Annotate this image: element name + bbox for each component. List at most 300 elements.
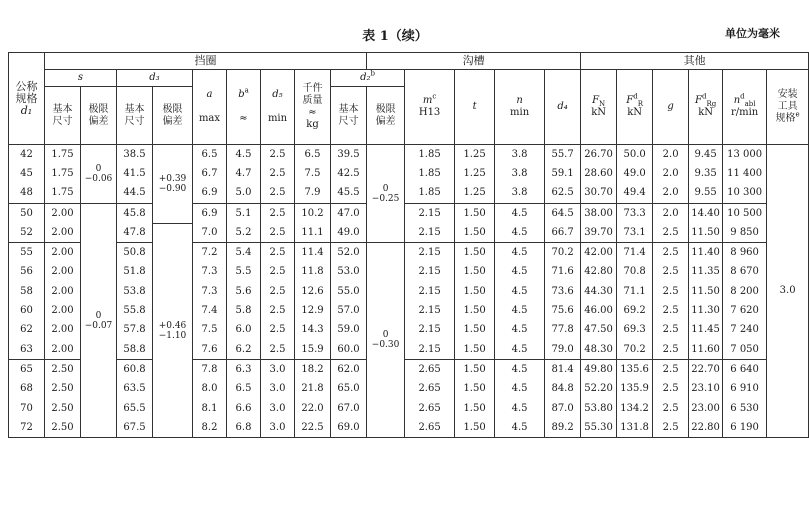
- table-cell: 23.10: [689, 380, 723, 399]
- table-cell: 56: [9, 263, 45, 282]
- header-text: n: [516, 95, 523, 106]
- table-cell: 7.5: [295, 164, 331, 183]
- table-cell: 1.85: [405, 184, 455, 204]
- table-cell: 1.85: [405, 145, 455, 165]
- table-cell: 39.70: [581, 223, 617, 243]
- table-cell: 60.0: [331, 340, 367, 360]
- table-cell: 5.6: [227, 282, 261, 301]
- header-fr: $F^d_R$ kN: [617, 70, 653, 145]
- table-cell: 77.8: [545, 321, 581, 340]
- table-cell: 2.5: [653, 380, 689, 399]
- tolerance-upper: 0: [95, 310, 102, 321]
- group-retaining-ring: 挡圈: [45, 53, 367, 70]
- header-text: kN: [627, 107, 643, 118]
- table-row: [9, 145, 809, 165]
- table-cell: 4.5: [495, 360, 545, 380]
- table-cell: 84.8: [545, 380, 581, 399]
- table-cell: 21.8: [295, 380, 331, 399]
- table-cell: 70.2: [617, 340, 653, 360]
- table-row: [9, 164, 809, 183]
- tolerance-lower: −1.10: [158, 330, 187, 341]
- table-cell: 3.0: [261, 418, 295, 438]
- header-text: a: [206, 89, 213, 100]
- table-cell: 47.0: [331, 203, 367, 223]
- table-cell: 6.5: [227, 380, 261, 399]
- header-d3-basic: [117, 87, 153, 145]
- table-cell: 70.8: [617, 263, 653, 282]
- table-cell: 2.5: [653, 399, 689, 418]
- table-cell: 1.75: [45, 184, 81, 204]
- table-cell: 50.0: [617, 145, 653, 165]
- table-cell: 57.0: [331, 301, 367, 320]
- table-cell: 1.50: [455, 340, 495, 360]
- d2-tolerance-1: [367, 145, 405, 243]
- header-text: 工具: [777, 101, 798, 112]
- table-cell: 49.4: [617, 184, 653, 204]
- table-cell: 44.5: [117, 184, 153, 204]
- table-cell: 7 240: [723, 321, 767, 340]
- table-cell: 5.4: [227, 243, 261, 263]
- table-cell: 67.5: [117, 418, 153, 438]
- table-cell: 11.4: [295, 243, 331, 263]
- table-cell: 79.0: [545, 340, 581, 360]
- header-text: 尺寸: [338, 115, 359, 127]
- table-cell: 13 000: [723, 145, 767, 165]
- header-d2-basic: [331, 87, 367, 145]
- table-cell: 55.0: [331, 282, 367, 301]
- table-cell: 47.50: [581, 321, 617, 340]
- table-cell: 72: [9, 418, 45, 438]
- table-row: [9, 263, 809, 282]
- table-cell: 1.50: [455, 243, 495, 263]
- tolerance-upper: +0.46: [158, 320, 187, 331]
- table-cell: 1.50: [455, 301, 495, 320]
- table-cell: 81.4: [545, 360, 581, 380]
- table-cell: 6.7: [193, 164, 227, 183]
- table-cell: 53.80: [581, 399, 617, 418]
- table-cell: 6.2: [227, 340, 261, 360]
- table-cell: 2.5: [261, 243, 295, 263]
- table-row: [9, 301, 809, 320]
- table-cell: 51.8: [117, 263, 153, 282]
- table-cell: 11.50: [689, 282, 723, 301]
- header-text: 规格: [15, 91, 38, 105]
- header-text: kN: [698, 107, 713, 118]
- table-cell: 2.00: [45, 340, 81, 360]
- header-s: s: [45, 70, 117, 87]
- header-text: 偏差: [162, 115, 183, 127]
- table-row: [9, 321, 809, 340]
- header-text: d₂: [360, 72, 371, 83]
- table-cell: 11 400: [723, 164, 767, 183]
- header-text: 公称: [15, 79, 38, 93]
- table-cell: 67.0: [331, 399, 367, 418]
- table-cell: 4.5: [495, 282, 545, 301]
- table-cell: 2.50: [45, 380, 81, 399]
- header-text: ≈: [239, 113, 248, 124]
- table-cell: 2.5: [653, 263, 689, 282]
- table-cell: 4.5: [495, 380, 545, 399]
- table-cell: 53.8: [117, 282, 153, 301]
- table-cell: 11.8: [295, 263, 331, 282]
- tolerance-lower: −0.06: [84, 173, 113, 184]
- header-text: H13: [418, 107, 441, 118]
- table-cell: 2.5: [653, 223, 689, 243]
- table-cell: 75.6: [545, 301, 581, 320]
- header-text: 千件: [302, 83, 323, 94]
- table-cell: 65.0: [331, 380, 367, 399]
- table-cell: 89.2: [545, 418, 581, 438]
- group-other: 其他: [581, 53, 809, 70]
- table-cell: 64.5: [545, 203, 581, 223]
- table-cell: 5.0: [227, 184, 261, 204]
- header-text: b: [238, 89, 245, 100]
- header-text: 偏差: [88, 115, 109, 127]
- table-cell: 2.5: [261, 301, 295, 320]
- table-cell: 9 850: [723, 223, 767, 243]
- table-cell: 2.5: [653, 301, 689, 320]
- header-tool: 安装 工具 规格$^e$: [767, 70, 809, 145]
- tolerance-upper: 0: [382, 330, 389, 341]
- table-cell: 2.5: [261, 203, 295, 223]
- table-cell: 55.30: [581, 418, 617, 438]
- header-s-limit: [81, 87, 117, 145]
- header-text: kg: [306, 119, 319, 130]
- table-cell: 2.65: [405, 380, 455, 399]
- table-cell: 6.9: [193, 184, 227, 204]
- table-cell: 135.9: [617, 380, 653, 399]
- table-cell: 3.0: [261, 360, 295, 380]
- table-cell: 23.00: [689, 399, 723, 418]
- table-cell: 49.0: [617, 164, 653, 183]
- table-cell: 2.15: [405, 321, 455, 340]
- table-cell: 2.00: [45, 301, 81, 320]
- table-cell: 2.15: [405, 243, 455, 263]
- table-cell: 6.8: [227, 418, 261, 438]
- table-row: [9, 340, 809, 360]
- tolerance-lower: −0.30: [371, 340, 400, 351]
- header-m: $m^c$ H13: [405, 70, 455, 145]
- table-cell: 2.50: [45, 418, 81, 438]
- table-cell: 4.5: [495, 203, 545, 223]
- table-cell: 8 960: [723, 243, 767, 263]
- table-cell: 11.40: [689, 243, 723, 263]
- table-row: [9, 243, 809, 263]
- table-cell: 6.5: [295, 145, 331, 165]
- d2-tolerance-2: [367, 243, 405, 438]
- header-text: 基本: [338, 103, 359, 115]
- table-cell: 11.35: [689, 263, 723, 282]
- table-cell: 59.0: [331, 321, 367, 340]
- table-cell: 2.5: [261, 145, 295, 165]
- table-cell: 2.65: [405, 399, 455, 418]
- table-cell: 70: [9, 399, 45, 418]
- table-row: [9, 282, 809, 301]
- header-d3: d₃: [117, 70, 193, 87]
- table-cell: 5.5: [227, 263, 261, 282]
- header-t: t: [455, 70, 495, 145]
- table-cell: 1.50: [455, 223, 495, 243]
- header-d2: d₂$^b$: [331, 70, 405, 87]
- table-cell: 52.0: [331, 243, 367, 263]
- table-cell: 1.50: [455, 263, 495, 282]
- table-cell: 63: [9, 340, 45, 360]
- table-cell: 45: [9, 164, 45, 183]
- table-cell: 15.9: [295, 340, 331, 360]
- header-d3-limit: [153, 87, 193, 145]
- header-text: ≈: [308, 107, 317, 118]
- table-cell: 3.0: [261, 380, 295, 399]
- table-cell: 1.25: [455, 145, 495, 165]
- table-cell: 48: [9, 184, 45, 204]
- table-cell: 11.1: [295, 223, 331, 243]
- table-cell: 42: [9, 145, 45, 165]
- table-cell: 2.65: [405, 360, 455, 380]
- table-row: [9, 418, 809, 438]
- table-cell: 11.45: [689, 321, 723, 340]
- table-row: [9, 380, 809, 399]
- header-a: [193, 70, 227, 145]
- table-cell: 41.5: [117, 164, 153, 183]
- table-cell: 6.3: [227, 360, 261, 380]
- table-cell: 4.7: [227, 164, 261, 183]
- table-cell: 1.25: [455, 164, 495, 183]
- header-text: F: [695, 95, 702, 106]
- table-row: [9, 203, 809, 223]
- table-cell: 5.1: [227, 203, 261, 223]
- table-cell: 66.7: [545, 223, 581, 243]
- table-cell: 8.2: [193, 418, 227, 438]
- table-cell: 87.0: [545, 399, 581, 418]
- table-cell: 2.5: [653, 321, 689, 340]
- table-cell: 4.5: [495, 223, 545, 243]
- header-d2-limit: [367, 87, 405, 145]
- table-cell: 60.8: [117, 360, 153, 380]
- table-cell: 38.5: [117, 145, 153, 165]
- table-cell: 22.70: [689, 360, 723, 380]
- table-cell: 4.5: [495, 301, 545, 320]
- table-cell: 1.50: [455, 418, 495, 438]
- table-cell: 53.0: [331, 263, 367, 282]
- table-cell: 5.8: [227, 301, 261, 320]
- header-text: 尺寸: [124, 115, 145, 127]
- header-d4: d₄: [545, 70, 581, 145]
- table-cell: 2.50: [45, 399, 81, 418]
- table-cell: 2.00: [45, 321, 81, 340]
- table-cell: 2.0: [653, 164, 689, 183]
- table-cell: 1.25: [455, 184, 495, 204]
- header-b: $b^a$ ≈: [227, 70, 261, 145]
- table-cell: 60: [9, 301, 45, 320]
- table-cell: 14.40: [689, 203, 723, 223]
- table-cell: 1.50: [455, 399, 495, 418]
- table-cell: 7.0: [193, 223, 227, 243]
- table-cell: 42.00: [581, 243, 617, 263]
- table-row: [9, 184, 809, 204]
- table-cell: 7.9: [295, 184, 331, 204]
- header-text: n: [733, 95, 741, 106]
- table-cell: 68: [9, 380, 45, 399]
- table-cell: 2.5: [261, 184, 295, 204]
- table-cell: 3.0: [261, 399, 295, 418]
- table-cell: 57.8: [117, 321, 153, 340]
- table-cell: 3.8: [495, 164, 545, 183]
- table-cell: 55: [9, 243, 45, 263]
- table-cell: 2.00: [45, 243, 81, 263]
- table-cell: 6.0: [227, 321, 261, 340]
- table-cell: 4.5: [495, 263, 545, 282]
- table-cell: 52: [9, 223, 45, 243]
- table-cell: 62.0: [331, 360, 367, 380]
- table-cell: 26.70: [581, 145, 617, 165]
- table-cell: 69.0: [331, 418, 367, 438]
- table-cell: 7.4: [193, 301, 227, 320]
- table-cell: 2.50: [45, 360, 81, 380]
- table-cell: 58: [9, 282, 45, 301]
- table-cell: 62: [9, 321, 45, 340]
- table-cell: 50: [9, 203, 45, 223]
- header-weight: [295, 70, 331, 145]
- table-cell: 2.5: [261, 263, 295, 282]
- table-cell: 48.30: [581, 340, 617, 360]
- table-cell: 10.2: [295, 203, 331, 223]
- table-cell: 135.6: [617, 360, 653, 380]
- table-cell: 1.50: [455, 282, 495, 301]
- table-cell: 1.75: [45, 145, 81, 165]
- tolerance-lower: −0.90: [158, 183, 187, 194]
- table-cell: 38.00: [581, 203, 617, 223]
- table-cell: 11.30: [689, 301, 723, 320]
- header-text: 基本: [124, 103, 145, 115]
- table-cell: 6 640: [723, 360, 767, 380]
- table-cell: 131.8: [617, 418, 653, 438]
- table-cell: 22.80: [689, 418, 723, 438]
- table-cell: 1.75: [45, 164, 81, 183]
- table-cell: 69.3: [617, 321, 653, 340]
- header-text: 质量: [302, 95, 323, 106]
- header-s-basic: [45, 87, 81, 145]
- table-cell: 7.8: [193, 360, 227, 380]
- header-text: kN: [591, 107, 607, 118]
- table-cell: 1.50: [455, 321, 495, 340]
- table-cell: 22.5: [295, 418, 331, 438]
- table-cell: 10 300: [723, 184, 767, 204]
- dimensions-table: [8, 52, 809, 438]
- table-cell: 49.80: [581, 360, 617, 380]
- table-cell: 12.6: [295, 282, 331, 301]
- unit-note: 单位为毫米: [725, 27, 780, 40]
- table-cell: 2.5: [653, 243, 689, 263]
- table-cell: 2.0: [653, 145, 689, 165]
- table-cell: 4.5: [495, 243, 545, 263]
- header-text: 极限: [88, 103, 109, 115]
- table-cell: 2.5: [261, 164, 295, 183]
- table-cell: 70.2: [545, 243, 581, 263]
- table-cell: 62.5: [545, 184, 581, 204]
- table-cell: 2.15: [405, 282, 455, 301]
- table-cell: 8.1: [193, 399, 227, 418]
- table-row: [9, 223, 809, 243]
- table-cell: 2.5: [653, 340, 689, 360]
- table-cell: 73.6: [545, 282, 581, 301]
- table-cell: 7.3: [193, 282, 227, 301]
- header-text: d₅: [272, 89, 283, 100]
- header-n: [495, 70, 545, 145]
- table-cell: 2.5: [653, 418, 689, 438]
- table-cell: 2.00: [45, 282, 81, 301]
- table-cell: 134.2: [617, 399, 653, 418]
- table-cell: 18.2: [295, 360, 331, 380]
- table-cell: 46.00: [581, 301, 617, 320]
- table-cell: 65.5: [117, 399, 153, 418]
- table-cell: 6 190: [723, 418, 767, 438]
- table-cell: 3.8: [495, 145, 545, 165]
- table-cell: 4.5: [495, 399, 545, 418]
- table-cell: 2.65: [405, 418, 455, 438]
- table-cell: 65: [9, 360, 45, 380]
- table-cell: 39.5: [331, 145, 367, 165]
- header-g: g: [653, 70, 689, 145]
- table-cell: 11.50: [689, 223, 723, 243]
- table-cell: 58.8: [117, 340, 153, 360]
- table-cell: 1.85: [405, 164, 455, 183]
- table-cell: 73.3: [617, 203, 653, 223]
- header-text: max: [198, 113, 221, 124]
- table-cell: 2.5: [261, 282, 295, 301]
- table-cell: 28.60: [581, 164, 617, 183]
- table-cell: 2.5: [653, 360, 689, 380]
- table-cell: 7.5: [193, 321, 227, 340]
- table-cell: 45.8: [117, 203, 153, 223]
- table-cell: 55.8: [117, 301, 153, 320]
- table-cell: 49.0: [331, 223, 367, 243]
- table-cell: 44.30: [581, 282, 617, 301]
- table-cell: 2.00: [45, 263, 81, 282]
- table-cell: 14.3: [295, 321, 331, 340]
- header-size-spec: [9, 53, 45, 145]
- header-text: 偏差: [375, 115, 396, 127]
- table-cell: 30.70: [581, 184, 617, 204]
- table-cell: 6 530: [723, 399, 767, 418]
- table-cell: 22.0: [295, 399, 331, 418]
- header-text: min: [510, 107, 530, 118]
- table-cell: 6.6: [227, 399, 261, 418]
- table-cell: 2.5: [261, 321, 295, 340]
- table-cell: 71.4: [617, 243, 653, 263]
- tolerance-upper: 0: [382, 183, 389, 194]
- table-cell: 7.6: [193, 340, 227, 360]
- table-cell: 2.5: [261, 223, 295, 243]
- tool-size: 3.0: [767, 145, 809, 438]
- table-cell: 7.3: [193, 263, 227, 282]
- table-cell: 1.50: [455, 203, 495, 223]
- table-cell: 55.7: [545, 145, 581, 165]
- table-cell: 63.5: [117, 380, 153, 399]
- table-title: 表 1（续）: [362, 29, 428, 44]
- header-text: 极限: [162, 103, 183, 115]
- header-text: F: [626, 95, 634, 106]
- header-nabl: $n^d_{abl}$ r/min: [723, 70, 767, 145]
- table-cell: 2.0: [653, 184, 689, 204]
- table-cell: 9.55: [689, 184, 723, 204]
- table-cell: 73.1: [617, 223, 653, 243]
- table-cell: 12.9: [295, 301, 331, 320]
- table-body: [9, 145, 809, 438]
- table-cell: 42.5: [331, 164, 367, 183]
- table-cell: 4.5: [495, 321, 545, 340]
- tolerance-lower: −0.25: [371, 193, 400, 204]
- s-tolerance-1: [81, 145, 117, 204]
